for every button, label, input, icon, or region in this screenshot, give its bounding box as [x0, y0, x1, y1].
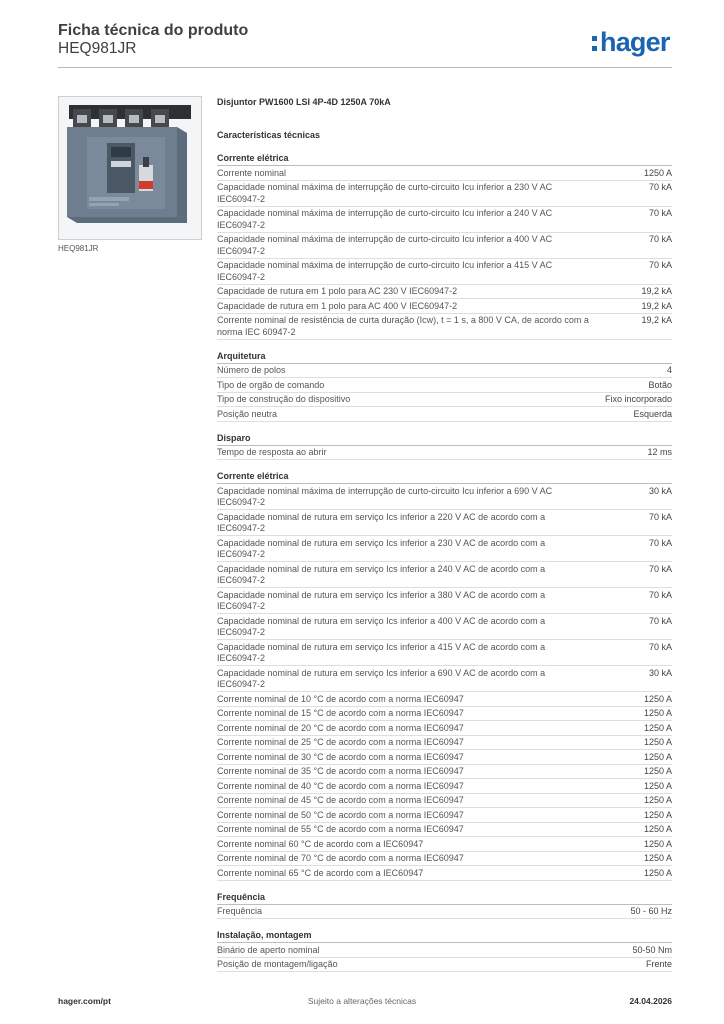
spec-label: Corrente nominal de 35 °C de acordo com a norma IEC60947 [217, 766, 464, 776]
spec-label: Corrente nominal de 30 °C de acordo com a norma IEC60947 [217, 751, 464, 762]
spec-label: Capacidade nominal máxima de interrupção de curto-circuito Icu inferior a 400 V AC IEC60947-2 [217, 234, 553, 256]
image-caption: HEQ981JR [58, 244, 99, 253]
footer-notice: Sujeito a alterações técnicas [307, 996, 417, 1006]
spec-group [217, 891, 672, 920]
spec-content [217, 96, 672, 982]
spec-row [217, 852, 672, 867]
spec-group [217, 350, 672, 422]
logo-dots-icon [592, 36, 598, 54]
spec-group [217, 152, 672, 340]
spec-value: Frente [645, 959, 672, 969]
spec-label: Frequência [217, 906, 263, 916]
spec-group [217, 432, 672, 461]
group-title: Arquitetura [217, 350, 672, 364]
spec-label: Capacidade nominal de rutura em serviço Ics inferior a 400 V AC de acordo com a IEC60947-2 [217, 615, 546, 637]
spec-row [217, 943, 672, 958]
spec-label: Capacidade nominal de rutura em serviço Ics inferior a 230 V AC de acordo com a IEC60947-2 [217, 537, 546, 559]
spec-row [217, 285, 672, 300]
spec-label: Corrente nominal de 45 °C de acordo com a norma IEC60947 [217, 795, 464, 805]
spec-label: Capacidade nominal máxima de interrupção de curto-circuito Icu inferior a 415 V AC IEC60947-2 [217, 260, 553, 282]
spec-value: 70 kA [648, 260, 672, 270]
spec-row [217, 736, 672, 751]
spec-value: 70 kA [648, 208, 672, 218]
spec-row [217, 207, 672, 233]
spec-row [217, 299, 672, 314]
spec-value: 1250 A [643, 167, 672, 178]
spec-row [217, 510, 672, 536]
spec-label: Corrente nominal de 55 °C de acordo com a norma IEC60947 [217, 824, 464, 834]
spec-value: 70 kA [648, 615, 672, 626]
spec-row [217, 536, 672, 562]
spec-row [217, 808, 672, 823]
spec-value: 1250 A [643, 737, 672, 747]
spec-label: Tempo de resposta ao abrir [217, 447, 327, 457]
spec-value: 70 kA [648, 641, 672, 652]
spec-label: Tipo de construção do dispositivo [217, 394, 351, 404]
hager-logo [592, 27, 670, 57]
spec-label: Posição de montagem/ligação [217, 959, 338, 969]
header-divider [58, 67, 672, 68]
spec-label: Capacidade nominal de rutura em serviço Ics inferior a 415 V AC de acordo com a IEC60947-2 [217, 641, 546, 663]
spec-row [217, 905, 672, 920]
spec-row [217, 614, 672, 640]
spec-label: Corrente nominal 60 °C de acordo com a IEC60947 [217, 838, 424, 849]
spec-group [217, 470, 672, 881]
spec-value: 4 [666, 365, 672, 375]
spec-row [217, 364, 672, 379]
spec-value: 12 ms [647, 447, 672, 457]
spec-label: Capacidade nominal de rutura em serviço Ics inferior a 380 V AC de acordo com a IEC60947-2 [217, 589, 546, 611]
spec-label: Tipo de orgão de comando [217, 379, 325, 390]
spec-value: 70 kA [648, 182, 672, 192]
spec-groups [217, 152, 672, 972]
product-name: Disjuntor PW1600 LSI 4P-4D 1250A 70kA [217, 97, 391, 107]
spec-label: Binário de aperto nominal [217, 944, 320, 955]
spec-value: 19,2 kA [641, 300, 672, 311]
spec-value: 1250 A [643, 824, 672, 834]
spec-label: Corrente nominal [217, 167, 287, 178]
spec-label: Corrente nominal de 40 °C de acordo com a norma IEC60947 [217, 780, 464, 791]
spec-value: 1250 A [643, 809, 672, 820]
spec-value: Fixo incorporado [604, 394, 672, 404]
spec-row [217, 259, 672, 285]
spec-row [217, 393, 672, 408]
spec-value: 19,2 kA [641, 286, 672, 296]
section-title: Características técnicas [217, 130, 321, 140]
footer-website: hager.com/pt [58, 996, 111, 1006]
spec-row [217, 446, 672, 461]
spec-row [217, 407, 672, 422]
spec-row [217, 666, 672, 692]
spec-label: Corrente nominal de resistência de curta duração (Icw), t = 1 s, a 800 V CA, de acordo com a norma IEC 60947-2 [217, 315, 589, 337]
spec-row [217, 721, 672, 736]
spec-value: 1250 A [643, 766, 672, 776]
page-title: Ficha técnica do produto [58, 22, 249, 39]
circuit-breaker-icon [59, 97, 201, 239]
spec-value: Botão [648, 379, 672, 390]
spec-row [217, 314, 672, 340]
spec-row [217, 779, 672, 794]
spec-label: Número de polos [217, 365, 286, 375]
spec-value: 70 kA [648, 537, 672, 548]
footer-date: 24.04.2026 [629, 996, 672, 1006]
spec-row [217, 166, 672, 181]
spec-label: Corrente nominal de 50 °C de acordo com a norma IEC60947 [217, 809, 464, 820]
spec-row [217, 181, 672, 207]
spec-label: Corrente nominal de 10 °C de acordo com a norma IEC60947 [217, 693, 464, 704]
spec-label: Capacidade de rutura em 1 polo para AC 230 V IEC60947-2 [217, 286, 458, 296]
spec-label: Corrente nominal 65 °C de acordo com a IEC60947 [217, 867, 424, 878]
spec-label: Capacidade nominal máxima de interrupção de curto-circuito Icu inferior a 690 V AC IEC60947-2 [217, 485, 553, 507]
spec-row [217, 588, 672, 614]
spec-label: Capacidade nominal máxima de interrupção de curto-circuito Icu inferior a 240 V AC IEC60947-2 [217, 208, 553, 230]
spec-row [217, 837, 672, 852]
product-code: HEQ981JR [58, 40, 137, 57]
spec-value: 1250 A [643, 708, 672, 718]
logo-text: hager [600, 27, 670, 57]
spec-value: 70 kA [648, 511, 672, 522]
spec-value: Esquerda [633, 408, 672, 419]
spec-label: Capacidade nominal máxima de interrupção de curto-circuito Icu inferior a 230 V AC IEC60947-2 [217, 182, 553, 204]
spec-label: Posição neutra [217, 408, 278, 419]
group-title: Instalação, montagem [217, 929, 672, 943]
spec-value: 70 kA [648, 589, 672, 600]
spec-value: 70 kA [648, 563, 672, 574]
spec-value: 1250 A [643, 838, 672, 849]
spec-value: 1250 A [643, 853, 672, 863]
spec-label: Capacidade nominal de rutura em serviço Ics inferior a 690 V AC de acordo com a IEC60947-2 [217, 667, 546, 689]
spec-row [217, 750, 672, 765]
spec-value: 30 kA [648, 485, 672, 496]
spec-value: 1250 A [643, 867, 672, 878]
spec-label: Capacidade de rutura em 1 polo para AC 400 V IEC60947-2 [217, 300, 458, 311]
spec-group [217, 929, 672, 972]
spec-value: 19,2 kA [641, 315, 672, 325]
spec-row [217, 692, 672, 707]
spec-row [217, 707, 672, 722]
spec-value: 1250 A [643, 780, 672, 791]
spec-value: 1250 A [643, 693, 672, 704]
spec-value: 1250 A [643, 795, 672, 805]
spec-row [217, 823, 672, 838]
spec-value: 1250 A [643, 722, 672, 733]
spec-value: 50 - 60 Hz [630, 906, 672, 916]
spec-label: Capacidade nominal de rutura em serviço Ics inferior a 220 V AC de acordo com a IEC60947-2 [217, 511, 546, 533]
spec-value: 70 kA [648, 234, 672, 244]
spec-row [217, 640, 672, 666]
spec-row [217, 765, 672, 780]
group-title: Disparo [217, 432, 672, 446]
group-title: Corrente elétrica [217, 152, 672, 166]
spec-label: Corrente nominal de 20 °C de acordo com a norma IEC60947 [217, 722, 464, 733]
spec-value: 50-50 Nm [632, 944, 672, 955]
spec-row [217, 866, 672, 881]
spec-row [217, 378, 672, 393]
spec-row [217, 958, 672, 973]
spec-label: Corrente nominal de 25 °C de acordo com a norma IEC60947 [217, 737, 464, 747]
group-title: Corrente elétrica [217, 470, 672, 484]
spec-label: Corrente nominal de 70 °C de acordo com a norma IEC60947 [217, 853, 464, 863]
spec-value: 1250 A [643, 751, 672, 762]
spec-row [217, 562, 672, 588]
spec-value: 30 kA [648, 667, 672, 678]
group-title: Frequência [217, 891, 672, 905]
spec-label: Corrente nominal de 15 °C de acordo com a norma IEC60947 [217, 708, 464, 718]
spec-row [217, 484, 672, 510]
spec-label: Capacidade nominal de rutura em serviço Ics inferior a 240 V AC de acordo com a IEC60947-2 [217, 563, 546, 585]
spec-row [217, 794, 672, 809]
product-image [58, 96, 202, 240]
spec-row [217, 233, 672, 259]
